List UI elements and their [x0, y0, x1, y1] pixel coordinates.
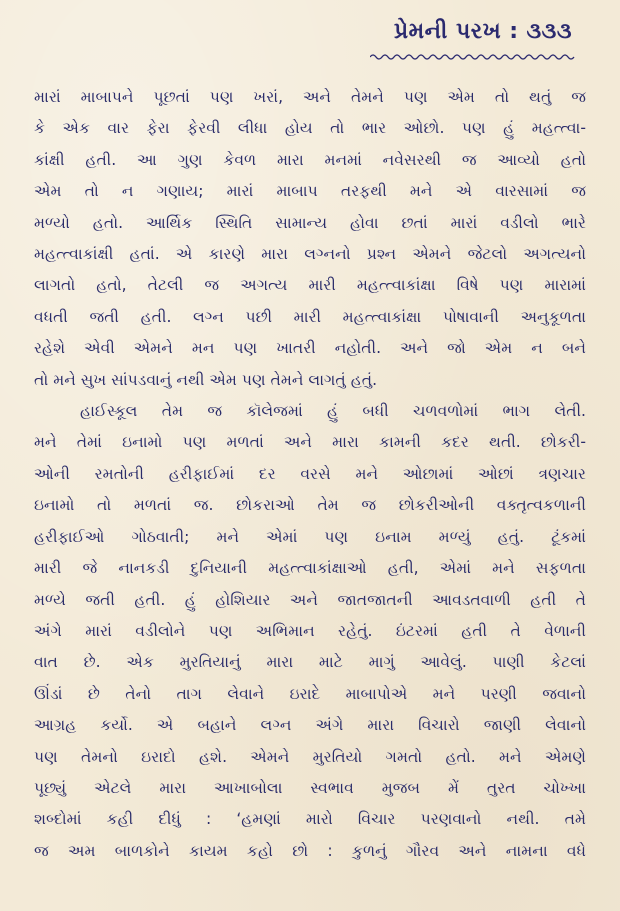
- text-line: મારી જે નાનકડી દુનિયાની મહત્ત્વાકાંક્ષાઓ હતી, એમાં મને સફળતા: [34, 559, 586, 578]
- text-line: રહેશે એવી એમને મન પણ ખાતરી નહોતી. અને જો એમ ન બને: [34, 339, 586, 358]
- body-text: [34, 82, 586, 867]
- text-line: પૂછ્યું એટલે મારા આખાબોલા સ્વભાવ મુજબ મેં તુરત ચોખ્ખા: [34, 778, 586, 797]
- text-line: અંગે મારાં વડીલોને પણ અભિમાન રહેતું. ઇંટરમાં હતી તે વેળાની: [34, 621, 586, 640]
- running-head: [394, 18, 572, 46]
- text-line: વાત છે. એક મુરતિયાનું મારા માટે માગું આવેલું. પાણી કેટલાં: [34, 653, 586, 672]
- text-line: વધતી જતી હતી. લગ્ન પછી મારી મહત્ત્વાકાંક્ષા પોષાવાની અનુકૂળતા: [34, 307, 586, 326]
- text-line: તો મને સુખ સાંપડવાનું નથી એમ પણ તેમને લાગતું હતું.: [34, 370, 378, 389]
- text-line: આગ્રહ કર્યો. એ બહાને લગ્ન અંગે મારા વિચારો જાણી લેવાનો: [34, 716, 586, 735]
- text-line: લાગતો હતો, તેટલી જ અગત્ય મારી મહત્ત્વાકાંક્ષા વિષે પણ મારામાં: [34, 276, 586, 295]
- text-line: ઓની રમતોની હરીફાઈમાં દર વરસે મને ઓછામાં ઓછાં ત્રણચાર: [34, 464, 586, 483]
- text-line: ઇનામો તો મળતાં જ. છોકરાઓ તેમ જ છોકરીઓની વક્તૃત્વકળાની: [34, 496, 586, 515]
- text-line: મળ્યો હતો. આર્થિક સ્થિતિ સામાન્ય હોવા છતાં મારાં વડીલો ભારે: [34, 213, 586, 232]
- text-line: હરીફાઈઓ ગોઠવાતી; મને એમાં પણ ઇનામ મળ્યું હતું. ટૂંકમાં: [34, 527, 586, 546]
- text-line: મહત્ત્વાકાંક્ષી હતાં. એ કારણે મારા લગ્નનો પ્રશ્ન એમને જેટલો અગત્યનો: [34, 245, 586, 264]
- text-line: કાંક્ષી હતી. આ ગુણ કેવળ મારા મનમાં નવેસરથી જ આવ્યો હતો: [34, 150, 586, 169]
- text-line: મળ્યે જતી હતી. હું હોશિયાર અને જાતજાતની આવડતવાળી હતી તે: [34, 590, 586, 609]
- text-line: શબ્દોમાં કહી દીધું : ‘હમણાં મારો વિચાર પરણવાનો નથી. તમે: [34, 810, 586, 829]
- text-line: પણ તેમનો ઇરાદો હશે. એમને મુરતિયો ગમતો હતો. મને એમણે: [34, 747, 586, 766]
- wavy-underline-ornament: [370, 52, 576, 62]
- text-line: મને તેમાં ઇનામો પણ મળતાં અને મારા કામની કદર થતી. છોકરી-: [34, 433, 586, 452]
- text-line: હાઈસ્કૂલ તેમ જ કૉલેજમાં હું બધી ચળવળોમાં ભાગ લેતી.: [80, 402, 586, 421]
- text-line: મારાં માબાપને પૂછતાં પણ ખરાં, અને તેમને પણ એમ તો થતું જ: [34, 88, 586, 106]
- text-line: જ અમ બાળકોને કાયમ કહો છો : કુળનું ગૌરવ અને નામના વધે: [34, 841, 586, 860]
- text-line: ઊંડાં છે તેનો તાગ લેવાને ઇરાદે માબાપોએ મને પરણી જવાનો: [34, 684, 586, 703]
- text-line: કે એક વાર ફેરા ફેરવી લીધા હોય તો ભાર ઓછો. પણ હું મહત્ત્વા-: [34, 119, 586, 138]
- text-line: એમ તો ન ગણાય; મારાં માબાપ તરફથી મને એ વારસામાં જ: [34, 182, 586, 201]
- running-head-separator: :: [509, 19, 519, 44]
- page-number: ૩૩૩: [526, 19, 572, 44]
- running-head-title: પ્રેમની પરખ: [393, 19, 502, 44]
